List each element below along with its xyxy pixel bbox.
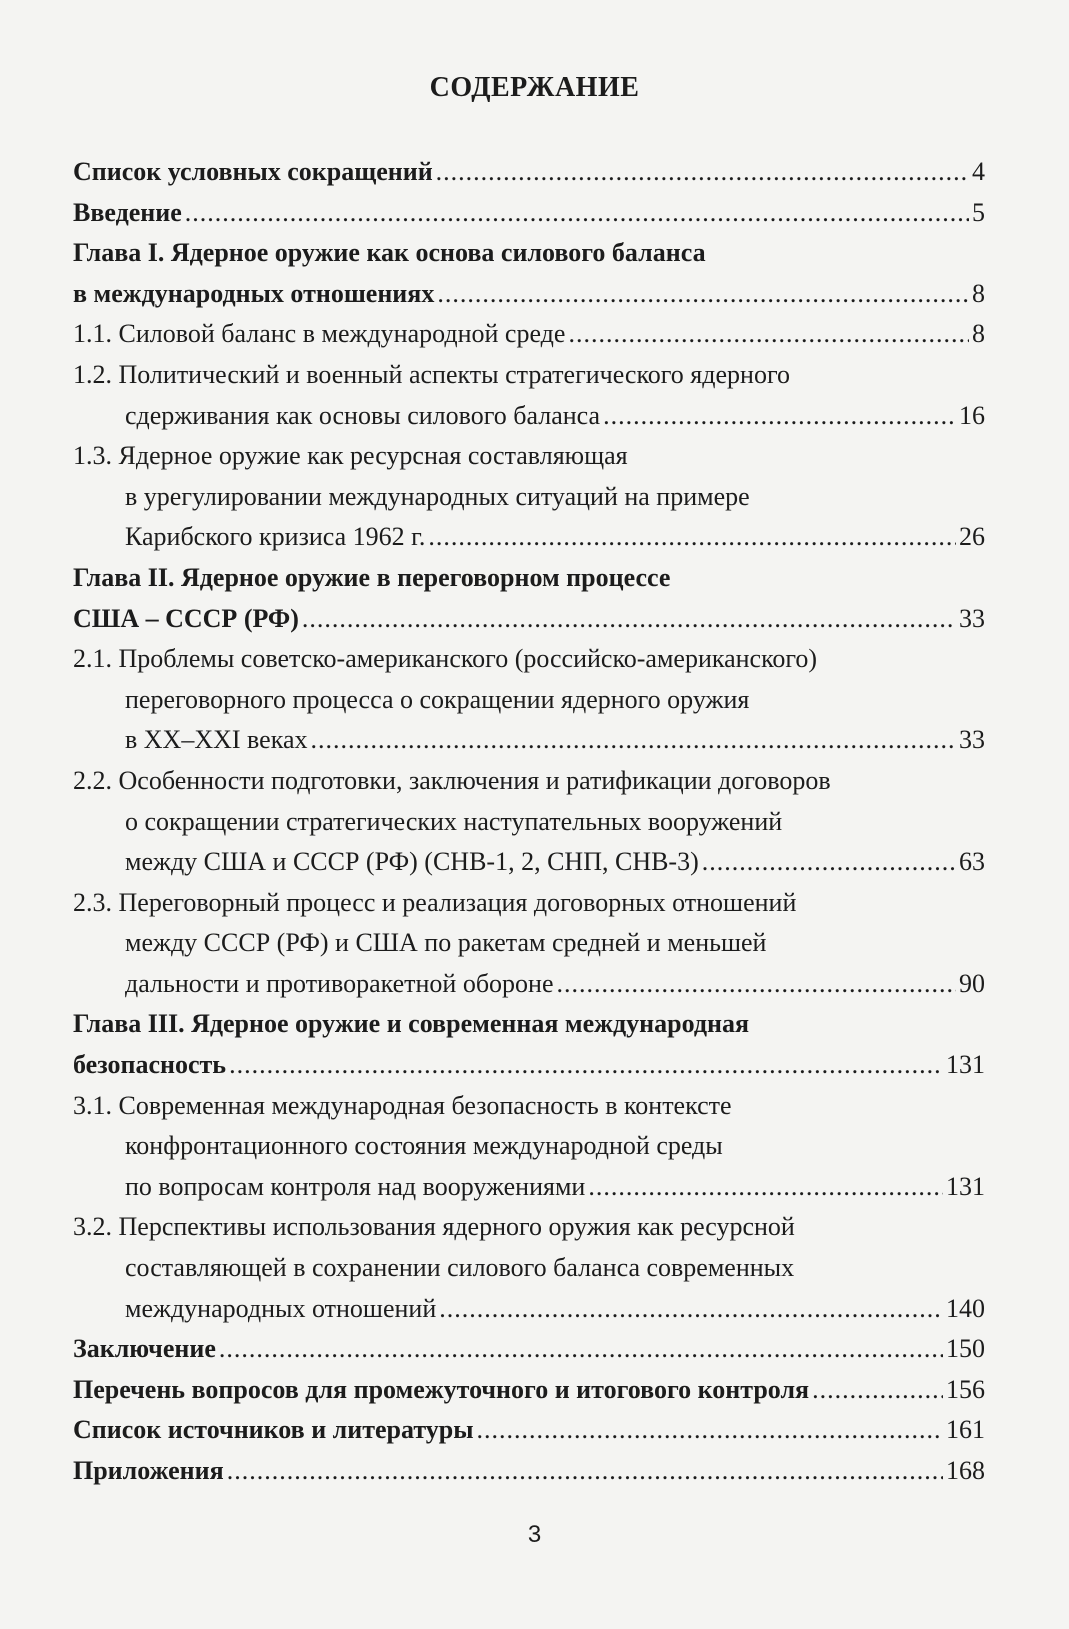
- toc-page-number: 131: [946, 1171, 985, 1201]
- toc-entry-title: 1.1. Силовой баланс в международной среде: [73, 319, 566, 349]
- toc-entry-line: Глава I. Ядерное оружие как основа силового баланса: [73, 238, 706, 268]
- toc-page-number: 161: [946, 1415, 985, 1445]
- toc-entry-line: о сокращении стратегических наступательных вооружений: [125, 806, 783, 836]
- toc-entry-title: США – СССР (РФ): [73, 603, 299, 633]
- toc-entry-line: 2.3. Переговорный процесс и реализация договорных отношений: [73, 887, 797, 917]
- toc-entry-title: в международных отношениях: [73, 278, 435, 308]
- toc-entry-title: международных отношений: [125, 1293, 437, 1323]
- toc-page-number: 5: [972, 197, 985, 227]
- toc-entry-title: Заключение: [73, 1334, 216, 1364]
- toc-entry-title: Введение: [73, 197, 182, 227]
- toc-page-number: 90: [959, 968, 985, 998]
- toc-entry: [73, 1329, 985, 1370]
- toc-entry-title: дальности и противоракетной обороне: [125, 968, 554, 998]
- toc-entry-line: 3.1. Современная международная безопасность в контексте: [73, 1090, 732, 1120]
- dot-leader: [219, 1329, 943, 1370]
- toc-entry-line: 3.2. Перспективы использования ядерного оружия как ресурсной: [73, 1212, 795, 1242]
- dot-leader: [557, 964, 956, 1005]
- dot-leader: [302, 599, 956, 640]
- toc-entry-leader-line: [73, 964, 985, 1005]
- toc-entry-leader-line: [73, 599, 985, 640]
- toc-entry-line: 1.3. Ядерное оружие как ресурсная составляющая: [73, 441, 628, 471]
- toc-entry: [73, 1451, 985, 1492]
- dot-leader: [229, 1045, 943, 1086]
- toc-entry-leader-line: [73, 152, 985, 193]
- toc-entry-title: между США и СССР (РФ) (СНВ-1, 2, СНП, СНВ-3): [125, 847, 699, 877]
- toc-page-number: 168: [946, 1456, 985, 1485]
- toc-entry-line: 2.1. Проблемы советско-американского (российско-американского): [73, 644, 818, 674]
- toc-entry: [73, 1370, 985, 1411]
- toc-page-number: 33: [959, 603, 985, 633]
- dot-leader: [812, 1370, 943, 1411]
- table-of-contents: [73, 152, 985, 1492]
- toc-page-number: 33: [959, 725, 985, 755]
- toc-entry-title: безопасность: [73, 1050, 227, 1080]
- toc-entry: [73, 193, 985, 234]
- toc-entry-line: составляющей в сохранении силового баланса современных: [125, 1253, 795, 1283]
- toc-entry-leader-line: [73, 1370, 985, 1411]
- toc-page-number: 131: [946, 1050, 985, 1080]
- dot-leader: [568, 314, 969, 355]
- toc-entry-title: по вопросам контроля над вооружениями: [125, 1171, 586, 1201]
- dot-leader: [310, 720, 956, 761]
- toc-entry: [73, 436, 985, 558]
- toc-entry-leader-line: [73, 1289, 985, 1330]
- toc-page-number: 4: [972, 157, 985, 186]
- toc-entry-line: между СССР (РФ) и США по ракетам средней и меньшей: [125, 928, 767, 958]
- toc-entry: [73, 761, 985, 883]
- toc-entry: [73, 152, 985, 193]
- toc-entry-title: сдерживания как основы силового баланса: [125, 400, 601, 430]
- toc-entry: [73, 1004, 985, 1085]
- toc-entry: [73, 314, 985, 355]
- toc-entry-title: в XX–XXI веках: [125, 725, 308, 755]
- toc-page-number: 26: [959, 522, 985, 552]
- toc-page-number: 16: [959, 400, 985, 430]
- toc-entry-title: Список источников и литературы: [73, 1415, 474, 1445]
- toc-entry-title: Список условных сокращений: [73, 157, 433, 186]
- toc-entry-line: Глава III. Ядерное оружие и современная международная: [73, 1009, 750, 1039]
- toc-page-number: 63: [959, 847, 985, 877]
- toc-entry-line: переговорного процесса о сокращении ядерного оружия: [125, 684, 750, 714]
- toc-entry-title: Приложения: [73, 1456, 224, 1485]
- toc-page-number: 8: [972, 319, 985, 349]
- toc-entry-leader-line: [73, 274, 985, 315]
- dot-leader: [588, 1167, 943, 1208]
- toc-entry-leader-line: [73, 314, 985, 355]
- toc-entry-leader-line: [73, 1167, 985, 1208]
- toc-entry: [73, 355, 985, 436]
- toc-entry-line: 1.2. Политический и военный аспекты стратегического ядерного: [73, 359, 790, 389]
- toc-entry-title: Карибского кризиса 1962 г.: [125, 522, 426, 552]
- toc-entry-line: в урегулировании международных ситуаций на примере: [125, 481, 750, 511]
- toc-entry-leader-line: [73, 517, 985, 558]
- toc-entry: [73, 639, 985, 761]
- toc-entry: [73, 558, 985, 639]
- toc-entry-title: Перечень вопросов для промежуточного и итогового контроля: [73, 1374, 810, 1404]
- toc-entry: [73, 233, 985, 314]
- toc-entry: [73, 1207, 985, 1329]
- dot-leader: [436, 152, 969, 193]
- dot-leader: [439, 1289, 943, 1330]
- dot-leader: [702, 842, 956, 883]
- toc-entry-leader-line: [73, 396, 985, 437]
- toc-entry: [73, 1410, 985, 1451]
- dot-leader: [185, 193, 969, 234]
- toc-page-number: 140: [946, 1293, 985, 1323]
- toc-page-number: 156: [946, 1374, 985, 1404]
- dot-leader: [477, 1410, 943, 1451]
- dot-leader: [603, 396, 956, 437]
- page-title: СОДЕРЖАНИЕ: [429, 72, 640, 103]
- dot-leader: [428, 517, 956, 558]
- toc-entry-line: Глава II. Ядерное оружие в переговорном процессе: [73, 562, 671, 592]
- toc-entry-leader-line: [73, 842, 985, 883]
- toc-entry-leader-line: [73, 193, 985, 234]
- toc-entry-leader-line: [73, 1410, 985, 1451]
- toc-entry: [73, 883, 985, 1005]
- dot-leader: [227, 1451, 943, 1492]
- dot-leader: [437, 274, 969, 315]
- toc-entry-line: конфронтационного состояния международной среды: [125, 1131, 723, 1161]
- toc-entry-leader-line: [73, 720, 985, 761]
- toc-entry-line: 2.2. Особенности подготовки, заключения и ратификации договоров: [73, 765, 831, 795]
- toc-entry-leader-line: [73, 1451, 985, 1492]
- toc-entry-leader-line: [73, 1329, 985, 1370]
- page-number: 3: [527, 1521, 542, 1548]
- toc-entry-leader-line: [73, 1045, 985, 1086]
- toc-page-number: 8: [972, 278, 985, 308]
- toc-page-number: 150: [946, 1334, 985, 1364]
- toc-entry: [73, 1086, 985, 1208]
